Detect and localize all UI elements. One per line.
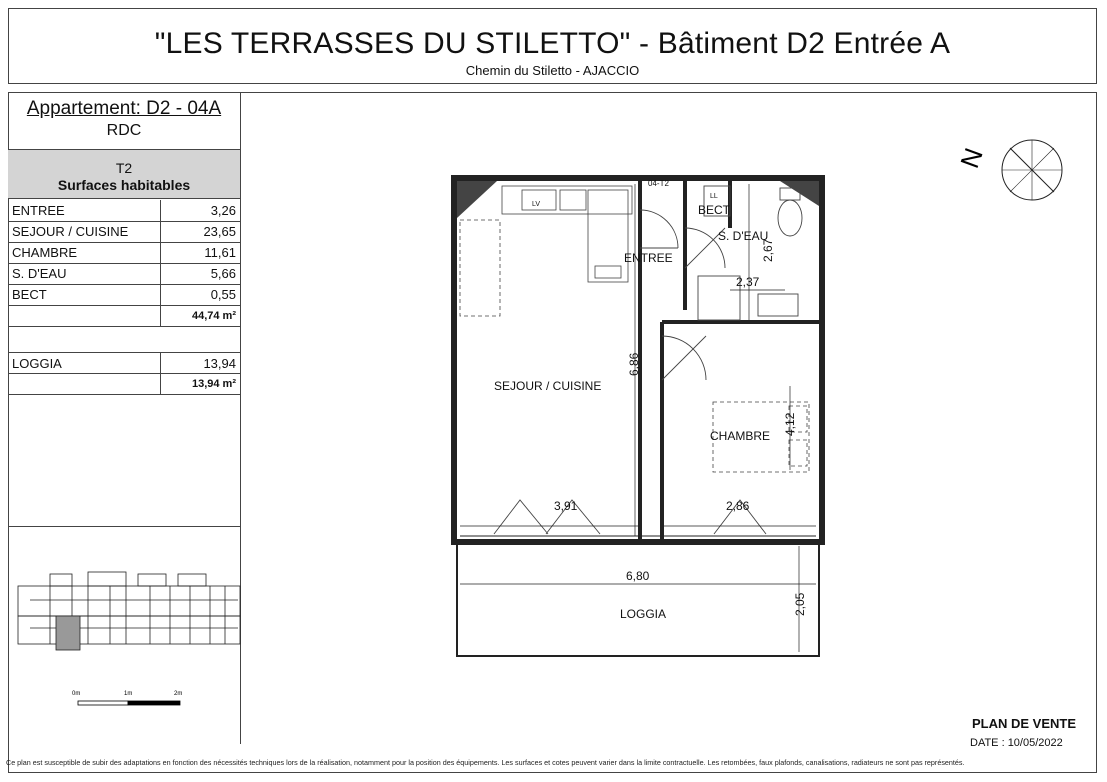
surface-name: CHAMBRE bbox=[8, 242, 160, 263]
surface-name: ENTREE bbox=[8, 200, 160, 221]
thumbnail-divider bbox=[8, 526, 240, 528]
info-panel bbox=[8, 92, 241, 744]
total-row bbox=[8, 374, 240, 395]
wall-hatch bbox=[457, 181, 497, 218]
surface-name: SEJOUR / CUISINE bbox=[8, 221, 160, 242]
apartment-title: Appartement: D2 - 04A bbox=[26, 98, 222, 119]
room-label-bect: BECT bbox=[698, 203, 731, 217]
room-label-sejour: SEJOUR / CUISINE bbox=[494, 379, 602, 393]
scale-label: 2m bbox=[174, 691, 183, 697]
floor-plan bbox=[440, 170, 840, 670]
dim-sdeau-height: 2,67 bbox=[761, 238, 775, 262]
total-row bbox=[8, 305, 240, 326]
surface-value: 5,66 bbox=[160, 263, 240, 284]
surfaces-total: 44,74 m² bbox=[160, 305, 240, 326]
scale-bar bbox=[66, 687, 196, 717]
table-row bbox=[8, 284, 240, 305]
table-row bbox=[8, 353, 240, 374]
room-label-chambre: CHAMBRE bbox=[710, 429, 771, 443]
appliance-label-ll: LL bbox=[710, 193, 718, 200]
room-label-sdeau: S. D'EAU bbox=[718, 229, 769, 243]
surface-name: S. D'EAU bbox=[8, 263, 160, 284]
dim-sejour-width: 3,91 bbox=[554, 499, 578, 513]
apartment-type: T2 bbox=[115, 160, 133, 176]
dim-chambre-height: 4,12 bbox=[783, 412, 797, 436]
room-label-loggia: LOGGIA bbox=[620, 607, 667, 621]
page-title: "LES TERRASSES DU STILETTO" - Bâtiment D2 Entrée A bbox=[154, 27, 951, 60]
dim-sejour-height: 6,86 bbox=[627, 352, 641, 376]
type-header bbox=[8, 149, 240, 199]
table-row bbox=[8, 221, 240, 242]
scale-label: 0m bbox=[72, 691, 81, 697]
surface-value: 0,55 bbox=[160, 284, 240, 305]
surfaces-label: Surfaces habitables bbox=[57, 177, 191, 193]
dim-loggia-depth: 2,05 bbox=[793, 592, 807, 616]
apartment-level: RDC bbox=[106, 122, 142, 139]
table-row bbox=[8, 200, 240, 221]
building-thumbnail bbox=[10, 570, 240, 660]
dim-sdeau-width: 2,37 bbox=[736, 275, 760, 289]
surface-value: 11,61 bbox=[160, 242, 240, 263]
surface-name: BECT bbox=[8, 284, 160, 305]
surfaces-table bbox=[8, 200, 240, 327]
north-label: N bbox=[954, 144, 989, 172]
annex-total: 13,94 m² bbox=[160, 374, 240, 395]
footer-note: Ce plan est susceptible de subir des adaptations en fonction des nécessités techniques lors de la réalisation, notamment pour la position des équipements. Les surfaces et cotes peuvent varier dans la limite contractuelle. Les retombées, faux plafonds, canalisations, radiateurs ne sont pas représentés. bbox=[6, 758, 965, 767]
dim-loggia-width: 6,80 bbox=[626, 569, 650, 583]
annex-table bbox=[8, 352, 240, 395]
unit-tag: 04-T2 bbox=[648, 179, 669, 188]
plan-date: DATE : 10/05/2022 bbox=[970, 737, 1063, 749]
loggia-outline bbox=[457, 536, 819, 656]
appliance-label-lv: LV bbox=[532, 201, 541, 208]
room-label-entree: ENTREE bbox=[624, 251, 673, 265]
dim-chambre-width: 2,86 bbox=[726, 499, 750, 513]
annex-value: 13,94 bbox=[160, 353, 240, 374]
plan-label: PLAN DE VENTE bbox=[972, 716, 1077, 731]
table-row bbox=[8, 263, 240, 284]
surface-value: 23,65 bbox=[160, 221, 240, 242]
table-row bbox=[8, 242, 240, 263]
page-subtitle: Chemin du Stiletto - AJACCIO bbox=[465, 63, 640, 78]
north-compass-icon bbox=[954, 128, 1068, 208]
kitchen-counter bbox=[460, 186, 632, 316]
scale-label: 1m bbox=[124, 691, 133, 697]
annex-name: LOGGIA bbox=[8, 353, 160, 374]
surface-value: 3,26 bbox=[160, 200, 240, 221]
title-box bbox=[8, 8, 1097, 84]
wall-hatch bbox=[780, 181, 819, 206]
